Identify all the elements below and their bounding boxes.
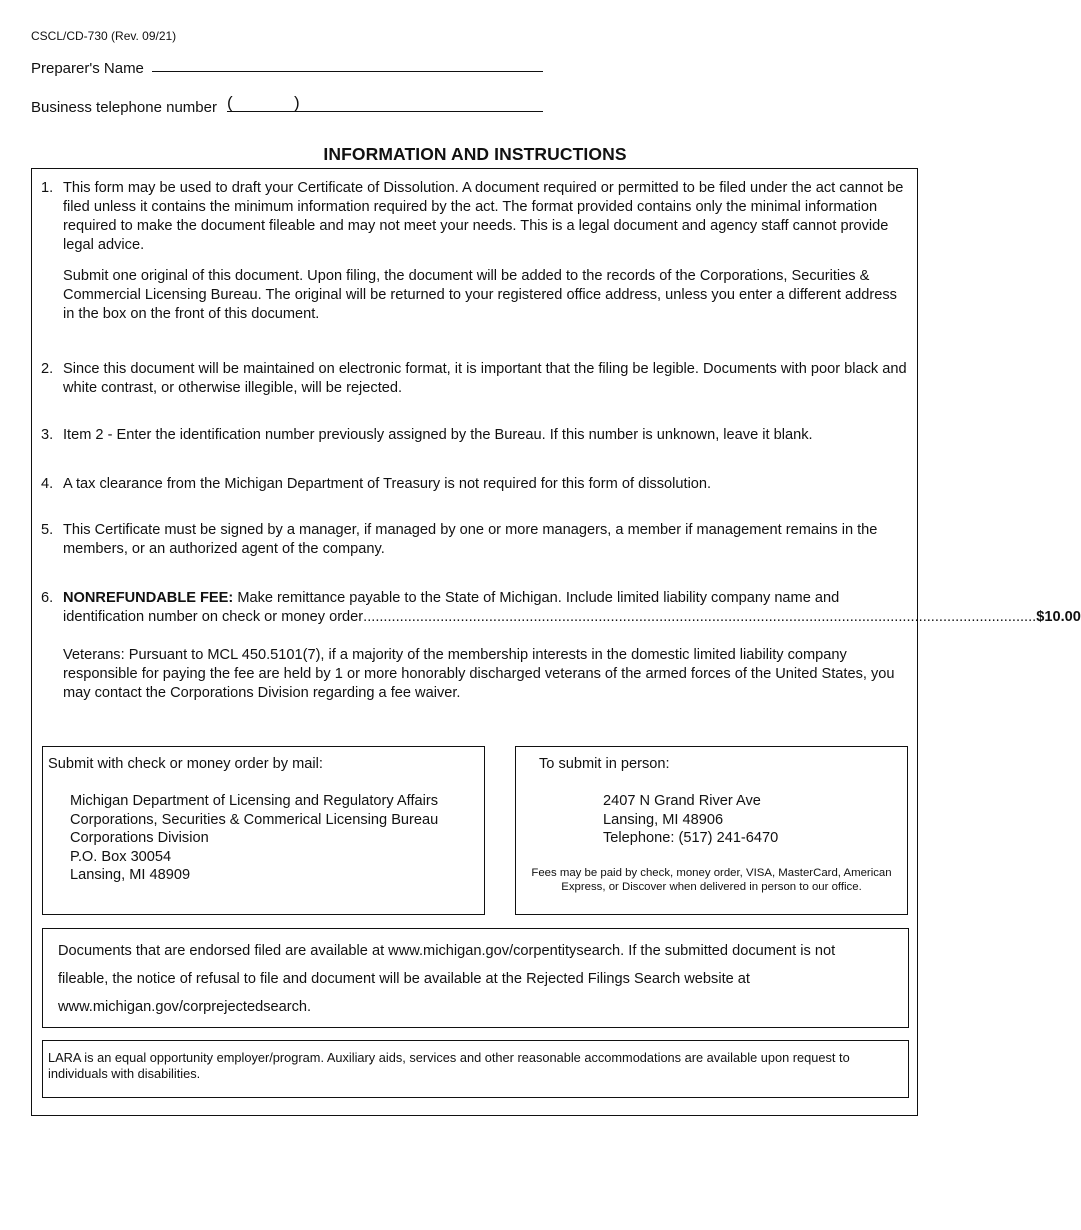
payment-methods-note: Fees may be paid by check, money order, VISA, MasterCard, American Express, or Discover when delivered in person to our office. bbox=[531, 867, 892, 893]
item-1-paragraph-1: This form may be used to draft your Certificate of Dissolution. A document required or permitted to be filed under the act cannot be filed unless it contains the minimum information required by the act. The format provided contains only the minimal information required to make the document fileable and may not meet your needs. This is a legal document and agency staff cannot provide legal advice. bbox=[63, 180, 904, 253]
form-number: CSCL/CD-730 (Rev. 09/21) bbox=[31, 29, 177, 43]
fee-text-2: identification number on check or money order bbox=[63, 609, 364, 625]
in-person-address bbox=[603, 792, 778, 848]
business-phone-label: Business telephone number bbox=[31, 99, 217, 116]
item-1-paragraph-2: Submit one original of this document. Upon filing, the document will be added to the records of the Corporations, Securities & Commercial Licensing Bureau. The original will be returned to your registered office address, unless you enter a different address in the box on the front of this document. bbox=[63, 268, 897, 322]
item-number: 1. bbox=[41, 180, 54, 196]
mail-address-line: Corporations, Securities & Commerical Licensing Bureau bbox=[70, 811, 439, 828]
mail-address bbox=[70, 792, 438, 885]
in-person-box bbox=[515, 746, 908, 915]
item-number: 6. bbox=[41, 590, 54, 606]
equal-opportunity-box bbox=[42, 1040, 909, 1098]
in-person-telephone: Telephone: (517) 241-6470 bbox=[603, 830, 779, 846]
equal-opportunity-notice: LARA is an equal opportunity employer/program. Auxiliary aids, services and other reasonable accommodations are available upon request to individuals with disabilities. bbox=[48, 1050, 850, 1081]
veterans-text: Veterans: Pursuant to MCL 450.5101(7), if a majority of the membership interests in the domestic limited liability company responsible for paying the fee are held by 1 or more honorably discharged veterans of the armed forces of the United States, you may contact the Corporations Division regarding a fee waiver. bbox=[63, 647, 895, 701]
page-title: INFORMATION AND INSTRUCTIONS bbox=[323, 144, 627, 164]
business-phone-line[interactable] bbox=[227, 111, 543, 112]
mail-address-line: Lansing, MI 48909 bbox=[70, 867, 191, 883]
preparer-name-line[interactable] bbox=[152, 71, 543, 72]
fee-label: NONREFUNDABLE FEE: bbox=[63, 590, 234, 606]
item-number: 2. bbox=[41, 361, 54, 377]
item-5-text: This Certificate must be signed by a manager, if managed by one or more managers, a member if management remains in the members, or an authorized agent of the company. bbox=[63, 522, 878, 557]
phone-close-paren: ) bbox=[294, 93, 300, 112]
preparer-name-row bbox=[31, 60, 144, 77]
fee-text: Make remittance payable to the State of Michigan. Include limited liability company name and bbox=[233, 590, 840, 606]
in-person-address-line: Lansing, MI 48906 bbox=[603, 811, 724, 828]
in-person-heading: To submit in person: bbox=[539, 756, 670, 772]
mail-submission-box bbox=[42, 746, 485, 915]
item-number: 4. bbox=[41, 476, 54, 492]
mail-address-line: Corporations Division bbox=[70, 830, 209, 846]
fee-line bbox=[63, 608, 1081, 627]
item-4-text: A tax clearance from the Michigan Department of Treasury is not required for this form of dissolution. bbox=[63, 476, 712, 492]
mail-heading: Submit with check or money order by mail: bbox=[48, 756, 323, 772]
phone-open-paren: ( bbox=[227, 93, 233, 112]
item-2-text: Since this document will be maintained on electronic format, it is important that the filing be legible. Documents with poor black and white contrast, or otherwise illegible, will be rejected. bbox=[63, 361, 907, 396]
filings-search-notice: Documents that are endorsed filed are available at www.michigan.gov/corpentitysearch. If the submitted document is not fileable, the notice of refusal to file and document will be available at the Rejected Filings Search website at www.michigan.gov/corprejectedsearch. bbox=[58, 943, 836, 1015]
fee-dot-leader: ...................................................................................................................................................................... bbox=[363, 609, 1037, 625]
fee-amount: $10.00 bbox=[1036, 609, 1081, 625]
in-person-address-line: 2407 N Grand River Ave bbox=[603, 793, 761, 809]
business-phone-row bbox=[31, 93, 300, 116]
mail-address-line: Michigan Department of Licensing and Regulatory Affairs bbox=[70, 793, 439, 809]
filings-search-box bbox=[42, 928, 909, 1028]
item-number: 3. bbox=[41, 427, 54, 443]
item-3-text: Item 2 - Enter the identification number previously assigned by the Bureau. If this number is unknown, leave it blank. bbox=[63, 427, 813, 443]
mail-address-line: P.O. Box 30054 bbox=[70, 848, 172, 865]
item-number: 5. bbox=[41, 522, 54, 538]
preparer-name-label: Preparer's Name bbox=[31, 60, 144, 77]
